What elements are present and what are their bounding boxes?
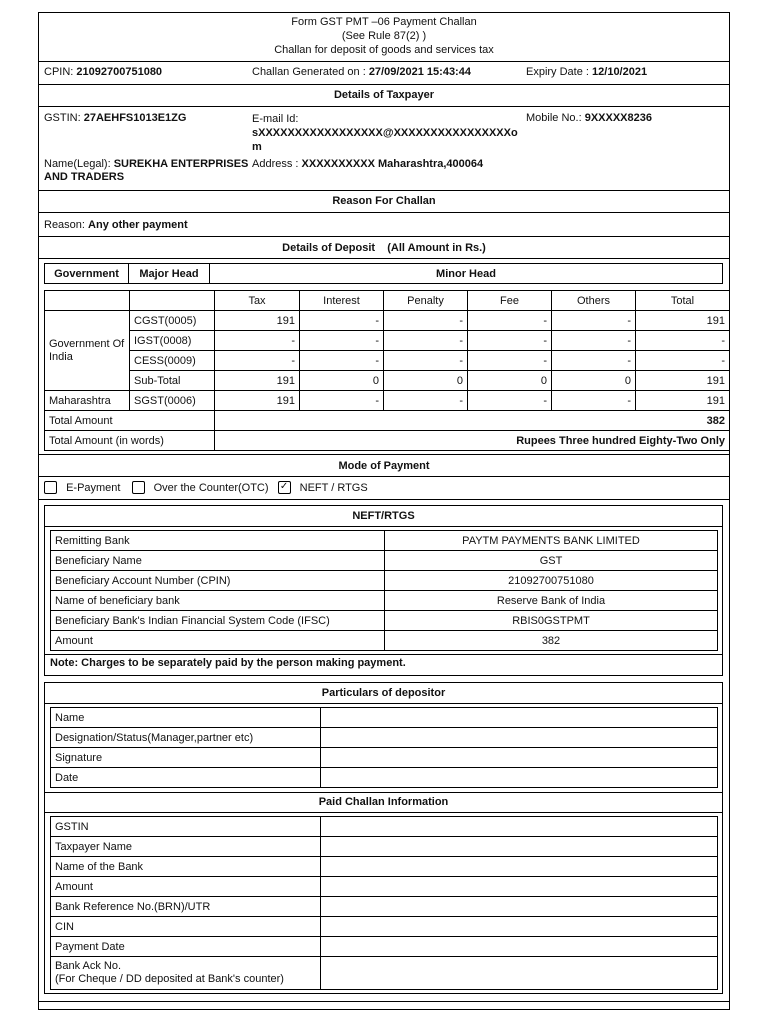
col-others: Others: [552, 291, 636, 311]
gstin-value: 27AEHFS1013E1ZG: [83, 112, 187, 124]
table-row: Maharashtra SGST(0006) 191 - - - - 191: [45, 391, 730, 411]
reason-section-title: Reason For Challan: [332, 195, 436, 207]
table-row: Name: [51, 708, 718, 728]
taxpayer-section-title: Details of Taxpayer: [333, 89, 435, 101]
generated-value: 27/09/2021 15:43:44: [368, 66, 471, 78]
total-words-row: Total Amount (in words) Rupees Three hundred Eighty-Two Only: [45, 431, 730, 451]
table-row: CIN: [51, 917, 718, 937]
table-row: Amount 382: [51, 631, 718, 651]
neft-rtgs-checkbox[interactable]: [278, 481, 291, 494]
col-total: Total: [636, 291, 730, 311]
table-row: Beneficiary Name GST: [51, 551, 718, 571]
reason-value: Any other payment: [88, 219, 188, 231]
total-words-value: Rupees Three hundred Eighty-Two Only: [215, 431, 730, 451]
depositor-table: [50, 707, 718, 788]
table-row: CESS(0009) - - - - - -: [45, 351, 730, 371]
table-row: Name of beneficiary bank Reserve Bank of India: [51, 591, 718, 611]
e-payment-checkbox[interactable]: [44, 481, 57, 494]
depositor-section-title: Particulars of depositor: [321, 687, 446, 699]
form-title: Form GST PMT –06 Payment Challan: [291, 16, 477, 28]
mode-section-title: Mode of Payment: [338, 460, 430, 472]
expiry-value: 12/10/2021: [592, 66, 648, 78]
col-penalty: Penalty: [384, 291, 468, 311]
table-row: Payment Date: [51, 937, 718, 957]
reason-field: Reason: Any other payment: [44, 219, 188, 231]
deposit-col-header-row: [45, 291, 730, 311]
depositor-signature-input[interactable]: [321, 748, 718, 768]
mobile-field: Mobile No.: 9XXXXX8236: [526, 112, 652, 124]
neft-rtgs-option[interactable]: ✓ NEFT / RTGS: [278, 482, 368, 494]
table-row: Amount: [51, 877, 718, 897]
otc-checkbox[interactable]: [132, 481, 145, 494]
table-row: Bank Reference No.(BRN)/UTR: [51, 897, 718, 917]
table-row: Name of the Bank: [51, 857, 718, 877]
table-row: Signature: [51, 748, 718, 768]
table-row: Designation/Status(Manager,partner etc): [51, 728, 718, 748]
mobile-value: 9XXXXX8236: [584, 112, 652, 124]
table-row: Remitting Bank PAYTM PAYMENTS BANK LIMITED: [51, 531, 718, 551]
otc-option[interactable]: Over the Counter(OTC): [132, 482, 272, 494]
address-value: XXXXXXXXXX Maharashtra,400064: [301, 158, 484, 170]
email-field: E-mail Id: sXXXXXXXXXXXXXXXXX@XXXXXXXXXXXXXXXXo m: [252, 113, 518, 153]
col-tax: Tax: [215, 291, 300, 311]
charges-note: Note: Charges to be separately paid by the person making payment.: [50, 657, 406, 669]
paid-section-title: Paid Challan Information: [318, 796, 449, 808]
table-row: Beneficiary Account Number (CPIN) 21092700751080: [51, 571, 718, 591]
generated-field: Challan Generated on : 27/09/2021 15:43:44: [252, 66, 471, 78]
head-government: Government: [45, 264, 129, 284]
check-icon: ✓: [279, 481, 289, 492]
depositor-date-input[interactable]: [321, 768, 718, 788]
e-payment-option[interactable]: E-Payment: [44, 482, 124, 494]
col-interest: Interest: [300, 291, 384, 311]
form-subtitle: Challan for deposit of goods and services tax: [274, 44, 494, 56]
legal-name-field: Name(Legal): SUREKHA ENTERPRISES AND TRADERS: [44, 158, 249, 183]
table-row: Bank Ack No. (For Cheque / DD deposited at Bank's counter): [51, 957, 718, 990]
deposit-section-title: Details of Deposit (All Amount in Rs.): [282, 242, 486, 254]
total-amount-value: 382: [215, 411, 730, 431]
form-header: [38, 15, 730, 57]
address-field: Address : XXXXXXXXXX Maharashtra,400064: [252, 158, 484, 170]
table-row: Sub-Total 191 0 0 0 0 191: [45, 371, 730, 391]
paid-challan-table: [50, 816, 718, 990]
table-row: Date: [51, 768, 718, 788]
table-row: GSTIN: [51, 817, 718, 837]
payment-mode-options: [44, 482, 368, 495]
legal-name-value: SUREKHA ENTERPRISES: [113, 158, 249, 170]
table-row: IGST(0008) - - - - - -: [45, 331, 730, 351]
cpin-value: 21092700751080: [76, 66, 163, 78]
table-row: Government Of India CGST(0005) 191 - - - - 191: [45, 311, 730, 331]
total-amount-row: Total Amount 382: [45, 411, 730, 431]
head-major: Major Head: [129, 264, 210, 284]
deposit-head-table: [44, 263, 723, 284]
deposit-table: [44, 290, 730, 451]
col-fee: Fee: [468, 291, 552, 311]
cpin-field: CPIN: 21092700751080: [44, 66, 163, 78]
expiry-field: Expiry Date : 12/10/2021: [526, 66, 648, 78]
head-minor: Minor Head: [210, 264, 723, 284]
table-row: Taxpayer Name: [51, 837, 718, 857]
depositor-name-input[interactable]: [321, 708, 718, 728]
table-row: Beneficiary Bank's Indian Financial System Code (IFSC) RBIS0GSTPMT: [51, 611, 718, 631]
neft-section-title: NEFT/RTGS: [352, 510, 415, 522]
form-rule: (See Rule 87(2) ): [341, 30, 427, 42]
neft-table: [50, 530, 718, 651]
depositor-designation-input[interactable]: [321, 728, 718, 748]
gstin-field: GSTIN: 27AEHFS1013E1ZG: [44, 112, 187, 124]
gov-india-cell: Government Of India: [45, 311, 130, 391]
email-value: sXXXXXXXXXXXXXXXXX@XXXXXXXXXXXXXXXXo: [252, 127, 518, 139]
